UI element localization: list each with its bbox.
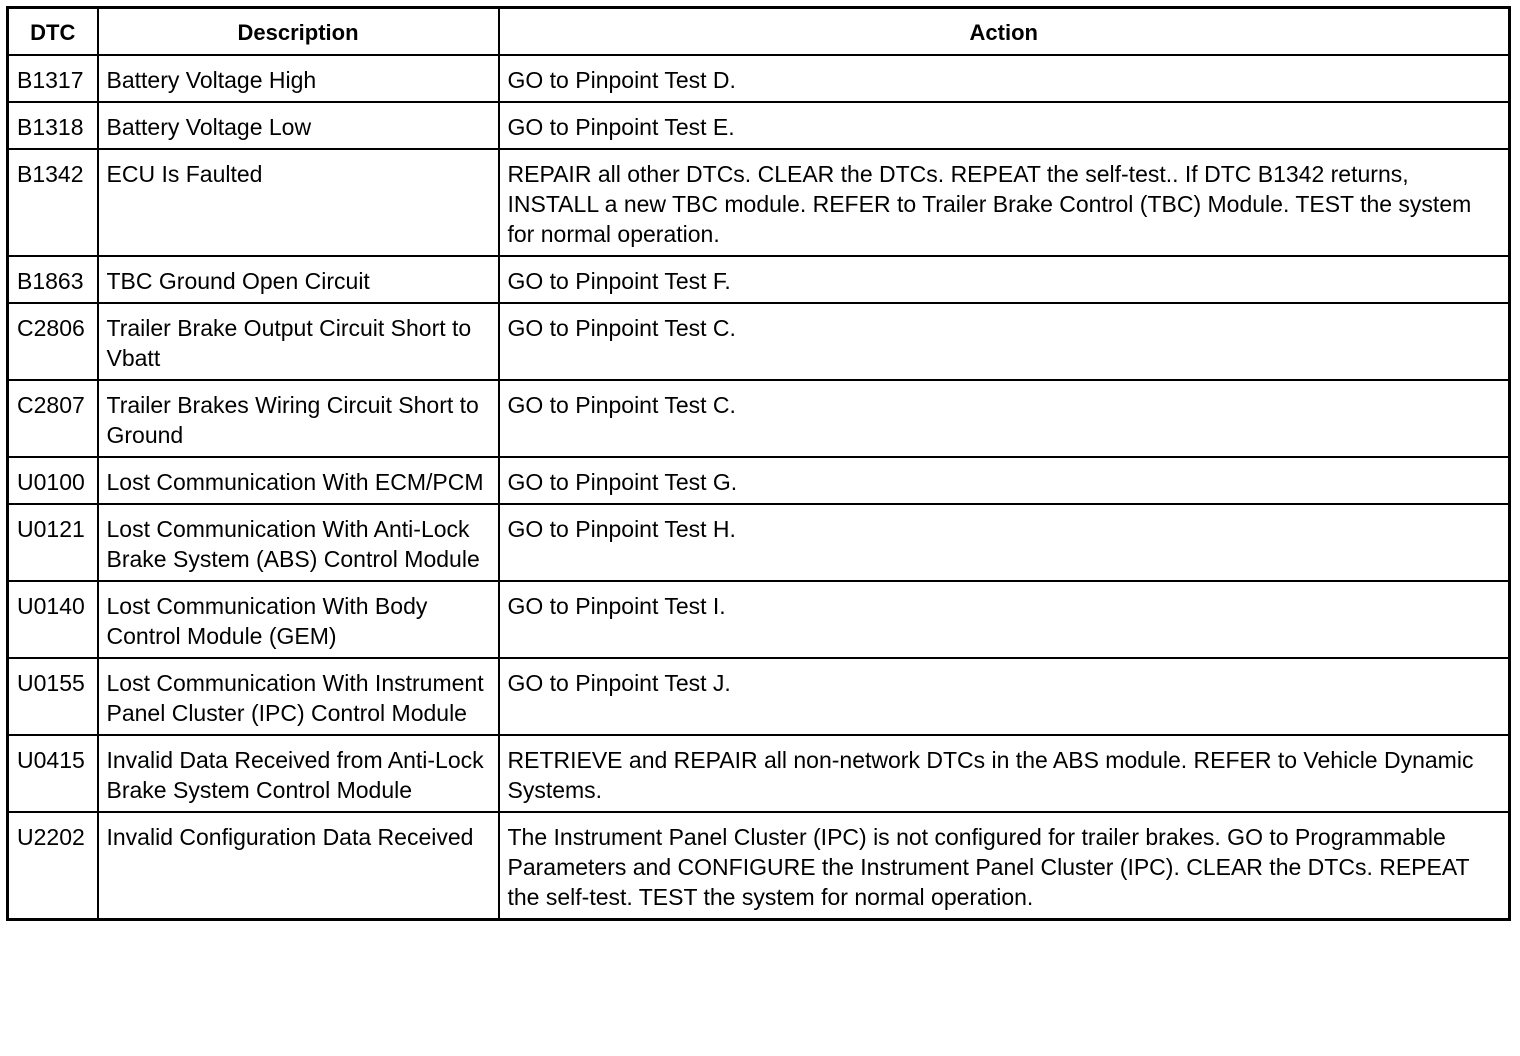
dtc-code: C2806 [8,303,98,380]
dtc-table [6,6,1511,921]
dtc-code: C2807 [8,380,98,457]
header-description: Description [98,8,499,56]
table-row [8,303,1510,380]
dtc-action: GO to Pinpoint Test D. [499,55,1510,102]
dtc-description: Battery Voltage High [98,55,499,102]
table-row [8,380,1510,457]
header-dtc: DTC [8,8,98,56]
dtc-description: Lost Communication With ECM/PCM [98,457,499,504]
table-header-row [8,8,1510,56]
table-row [8,55,1510,102]
table-row [8,581,1510,658]
dtc-description: Trailer Brakes Wiring Circuit Short to Ground [98,380,499,457]
table-row [8,504,1510,581]
dtc-action: GO to Pinpoint Test F. [499,256,1510,303]
dtc-code: B1318 [8,102,98,149]
dtc-action: GO to Pinpoint Test H. [499,504,1510,581]
table-row [8,658,1510,735]
table-row [8,102,1510,149]
dtc-code: U0155 [8,658,98,735]
dtc-action: GO to Pinpoint Test E. [499,102,1510,149]
dtc-description: Invalid Data Received from Anti-Lock Brake System Control Module [98,735,499,812]
dtc-action: GO to Pinpoint Test I. [499,581,1510,658]
dtc-code: U0140 [8,581,98,658]
dtc-description: Lost Communication With Anti-Lock Brake System (ABS) Control Module [98,504,499,581]
dtc-action: GO to Pinpoint Test G. [499,457,1510,504]
dtc-description: Lost Communication With Instrument Panel Cluster (IPC) Control Module [98,658,499,735]
dtc-code: U0121 [8,504,98,581]
dtc-action: The Instrument Panel Cluster (IPC) is not configured for trailer brakes. GO to Programmable Parameters and CONFIGURE the Instrument Panel Cluster (IPC). CLEAR the DTCs. REPEAT the self-test. TEST the system for normal operation. [499,812,1510,920]
dtc-description: ECU Is Faulted [98,149,499,256]
table-row [8,149,1510,256]
dtc-description: Lost Communication With Body Control Module (GEM) [98,581,499,658]
dtc-action: GO to Pinpoint Test C. [499,303,1510,380]
dtc-code: B1863 [8,256,98,303]
table-row [8,457,1510,504]
dtc-action: GO to Pinpoint Test C. [499,380,1510,457]
dtc-code: U0415 [8,735,98,812]
dtc-description: TBC Ground Open Circuit [98,256,499,303]
dtc-code: B1317 [8,55,98,102]
dtc-action: GO to Pinpoint Test J. [499,658,1510,735]
header-action: Action [499,8,1510,56]
dtc-code: B1342 [8,149,98,256]
dtc-description: Trailer Brake Output Circuit Short to Vbatt [98,303,499,380]
table-row [8,256,1510,303]
dtc-description: Battery Voltage Low [98,102,499,149]
table-row [8,812,1510,920]
dtc-description: Invalid Configuration Data Received [98,812,499,920]
dtc-code: U2202 [8,812,98,920]
dtc-action: RETRIEVE and REPAIR all non-network DTCs in the ABS module. REFER to Vehicle Dynamic Systems. [499,735,1510,812]
dtc-action: REPAIR all other DTCs. CLEAR the DTCs. REPEAT the self-test.. If DTC B1342 returns, INSTALL a new TBC module. REFER to Trailer Brake Control (TBC) Module. TEST the system for normal operation. [499,149,1510,256]
table-row [8,735,1510,812]
dtc-code: U0100 [8,457,98,504]
